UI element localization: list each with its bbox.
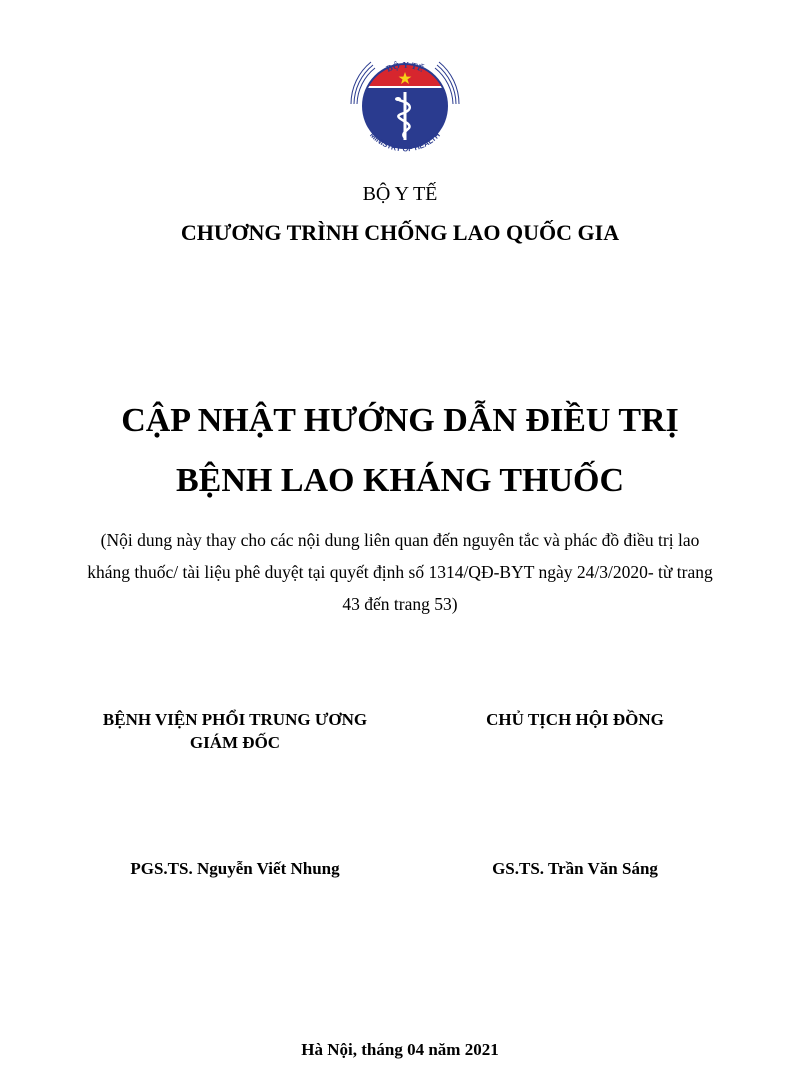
right-signature-name: GS.TS. Trần Văn Sáng xyxy=(492,859,658,878)
place-date: Hà Nội, tháng 04 năm 2021 xyxy=(301,1040,499,1059)
logo-top-text: BỘ Y TẾ xyxy=(384,59,426,74)
right-signature-block xyxy=(425,708,725,731)
ministry-of-health-logo-icon xyxy=(345,44,465,164)
left-signature-role: GIÁM ĐỐC xyxy=(189,733,281,752)
left-signature-org: BỆNH VIỆN PHỔI TRUNG ƯƠNG xyxy=(102,710,368,729)
document-title-line-2: BỆNH LAO KHÁNG THUỐC xyxy=(175,462,625,499)
document-note xyxy=(60,524,740,620)
note-line-2: kháng thuốc/ tài liệu phê duyệt tại quyết định số 1314/QĐ-BYT ngày 24/3/2020- từ trang xyxy=(87,562,713,582)
right-signature-role: CHỦ TỊCH HỘI ĐỒNG xyxy=(486,710,664,729)
program-name: CHƯƠNG TRÌNH CHỐNG LAO QUỐC GIA xyxy=(180,220,620,245)
logo-bottom-text: MINISTRY OF HEALTH xyxy=(368,130,442,154)
left-signature-name: PGS.TS. Nguyễn Viết Nhung xyxy=(130,859,340,878)
note-line-3: 43 đến trang 53) xyxy=(342,594,458,614)
ministry-name: BỘ Y TẾ xyxy=(362,183,438,205)
note-line-1: (Nội dung này thay cho các nội dung liên quan đến nguyên tắc và phác đồ điều trị lao xyxy=(100,530,700,550)
left-signature-block xyxy=(70,708,400,754)
document-title-line-1: CẬP NHẬT HƯỚNG DẪN ĐIỀU TRỊ xyxy=(121,402,679,439)
